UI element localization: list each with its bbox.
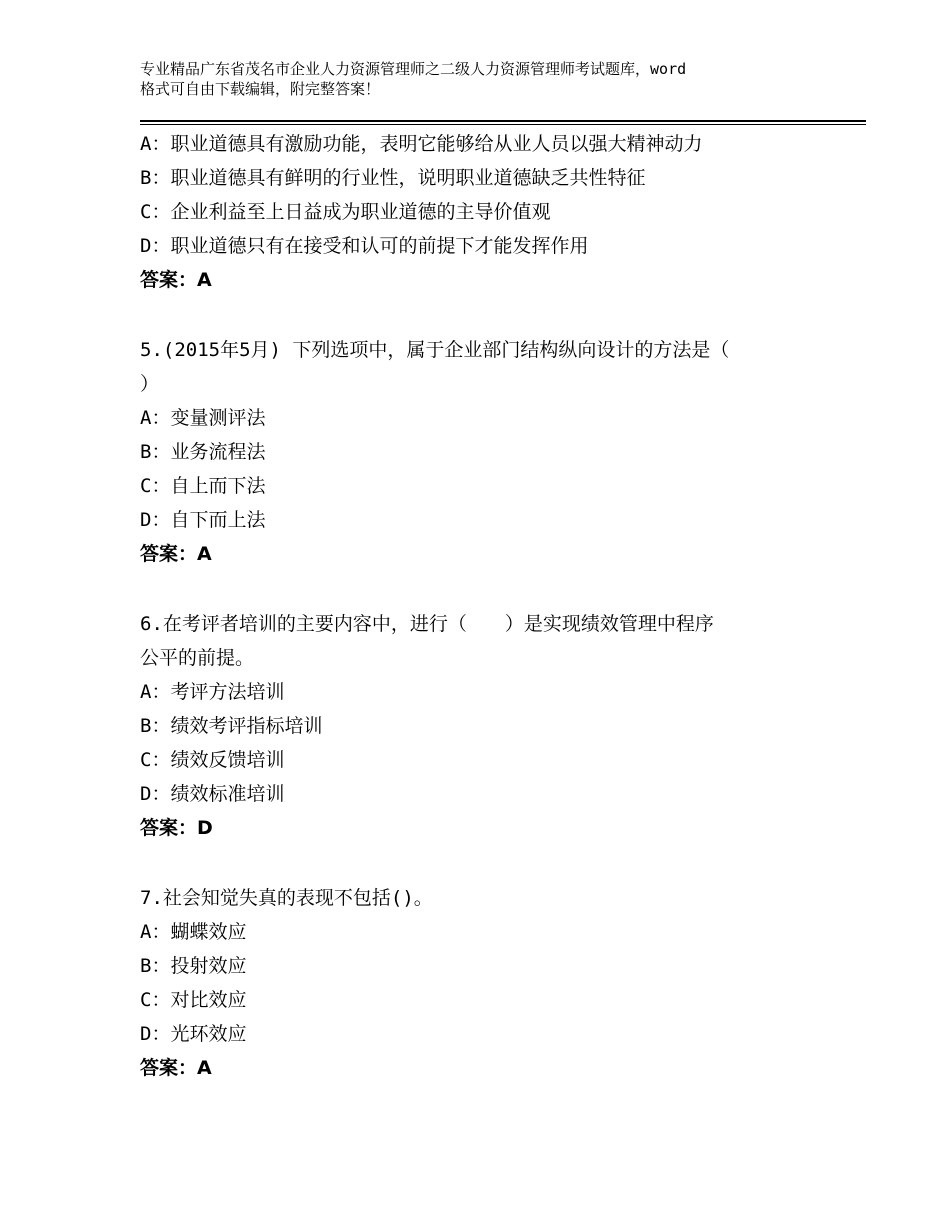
spacer: [140, 845, 820, 881]
header-title-line-2: 格式可自由下载编辑，附完整答案！: [140, 80, 381, 98]
header-divider: [140, 120, 866, 125]
answer-label: 答案：D: [140, 817, 213, 839]
answer-label: 答案：A: [140, 269, 212, 291]
question-text-line-1: 7.社会知觉失真的表现不包括()。: [140, 887, 433, 909]
option-a: A：考评方法培训: [140, 681, 285, 703]
option-a: A：职业道德具有激励功能，表明它能够给从业人员以强大精神动力: [140, 133, 703, 155]
option-b: B：绩效考评指标培训: [140, 715, 323, 737]
option-d: D：自下而上法: [140, 509, 266, 531]
question-text-line-1: 6.在考评者培训的主要内容中，进行（ ）是实现绩效管理中程序: [140, 613, 714, 635]
question-6: [140, 607, 820, 845]
option-c: C：企业利益至上日益成为职业道德的主导价值观: [140, 201, 551, 223]
option-c: C：绩效反馈培训: [140, 749, 285, 771]
answer-label: 答案：A: [140, 1057, 212, 1079]
option-d: D：绩效标准培训: [140, 783, 285, 805]
question-text-line-2: ）: [140, 373, 160, 395]
answer-label: 答案：A: [140, 543, 212, 565]
spacer: [140, 571, 820, 607]
question-7: [140, 881, 820, 1085]
question-5: [140, 333, 820, 571]
option-b: B：职业道德具有鲜明的行业性，说明职业道德缺乏共性特征: [140, 167, 646, 189]
question-text-line-2: 公平的前提。: [140, 647, 255, 669]
question-4: [140, 127, 820, 297]
option-a: A：变量测评法: [140, 407, 266, 429]
option-d: D：光环效应: [140, 1023, 247, 1045]
question-text-line-1: 5.(2015年5月) 下列选项中，属于企业部门结构纵向设计的方法是（: [140, 339, 730, 361]
option-c: C：自上而下法: [140, 475, 266, 497]
option-b: B：投射效应: [140, 955, 247, 977]
option-d: D：职业道德只有在接受和认可的前提下才能发挥作用: [140, 235, 589, 257]
option-a: A：蝴蝶效应: [140, 921, 247, 943]
document-body: [140, 127, 820, 1085]
header-title-line-1: 专业精品广东省茂名市企业人力资源管理师之二级人力资源管理师考试题库，word: [140, 60, 687, 78]
option-b: B：业务流程法: [140, 441, 266, 463]
option-c: C：对比效应: [140, 989, 247, 1011]
spacer: [140, 297, 820, 333]
document-header: [140, 59, 830, 99]
